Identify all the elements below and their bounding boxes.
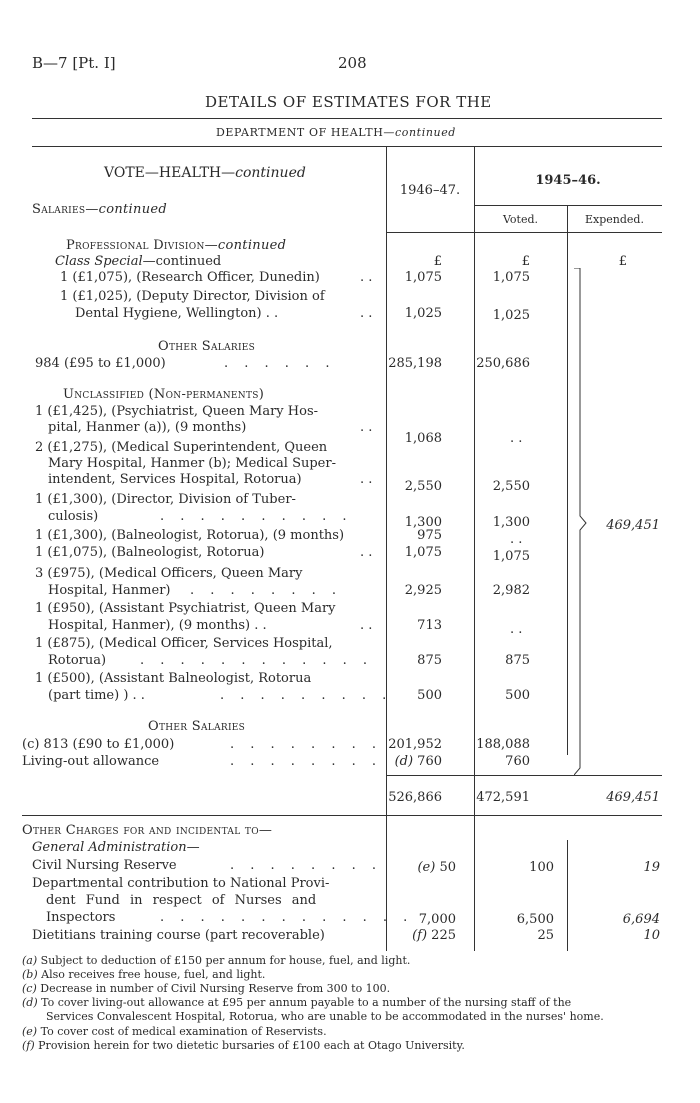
row-label: 1 (£875), (Medical Officer, Services Hospital,	[35, 636, 333, 651]
leader-dots: . .	[360, 545, 373, 560]
row-label: Living-out allowance	[22, 754, 160, 769]
vote-heading	[104, 165, 306, 181]
professional-division-heading	[66, 238, 286, 254]
row-label: 1 (£500), (Assistant Balneologist, Rotorua	[35, 671, 312, 686]
row-label: 1 (£950), (Assistant Psychiatrist, Queen Mary	[35, 601, 336, 616]
value-text: 760	[417, 754, 442, 769]
leader-dots: . .	[360, 270, 373, 285]
leader-dots: . . . . . . . .	[230, 858, 382, 873]
document-reference: B—7 [Pt. I]	[32, 54, 116, 72]
charge-label: Departmental contribution to National Provi-	[32, 876, 330, 891]
value-voted: 500	[505, 688, 530, 703]
row-label-cont: culosis)	[48, 509, 99, 524]
footnote-mark: (c)	[22, 982, 37, 995]
row-label-cont: Hospital, Hanmer)	[48, 583, 171, 598]
row-label: 1 (£1,075), (Balneologist, Rotorua)	[35, 545, 265, 560]
column-divider-3a	[567, 205, 568, 755]
footnote-ref-e: (e)	[417, 860, 436, 875]
rule-totals-top	[386, 775, 662, 776]
value-voted: . .	[510, 622, 523, 637]
footnote-e	[22, 1025, 327, 1039]
other-salaries-heading: Other Salaries	[148, 719, 246, 734]
value-1946	[386, 754, 442, 770]
footnote-ref-f: (f)	[412, 928, 428, 943]
row-label: (c) 813 (£90 to £1,000)	[22, 737, 175, 752]
value-voted: 1,075	[492, 270, 530, 285]
footnote-text: Also receives free house, fuel, and light.	[41, 968, 266, 981]
charge-label: Civil Nursing Reserve	[32, 858, 177, 873]
value-voted: 250,686	[476, 356, 530, 371]
footnote-a	[22, 954, 410, 968]
charge-voted: 6,500	[516, 912, 554, 927]
footnote-ref-d: (d)	[394, 754, 414, 769]
leader-dots: . .	[360, 420, 373, 435]
value-1946: 1,075	[404, 545, 442, 560]
footnote-b	[22, 968, 265, 982]
unclassified-heading: Unclassified (Non-permanents)	[63, 387, 265, 402]
rule-year-split	[474, 205, 662, 206]
footnote-mark: (d)	[22, 996, 38, 1009]
leader-dots: . . . . . . . . . .	[160, 509, 353, 524]
salaries-heading	[32, 202, 167, 218]
charge-expended: 6,694	[622, 912, 660, 927]
other-charges-heading: Other Charges for and incidental to—	[22, 823, 273, 838]
value-1946: 201,952	[388, 737, 442, 752]
total-expended: 469,451	[606, 790, 660, 805]
expended-bracket-total: 469,451	[606, 518, 660, 533]
rule-top	[32, 118, 662, 119]
class-special-label: Class Special	[55, 254, 143, 269]
row-label: 3 (£975), (Medical Officers, Queen Mary	[35, 566, 303, 581]
row-label-cont: Mary Hospital, Hanmer (b); Medical Super-	[48, 456, 336, 471]
leader-dots: . . . . . . . . . . . . .	[160, 910, 414, 925]
value-voted: 1,025	[492, 308, 530, 323]
currency-col-b: £	[521, 254, 530, 269]
charge-1946	[386, 860, 456, 876]
footnote-text: Provision herein for two dietetic bursaries of £100 each at Otago University.	[38, 1039, 465, 1052]
year-current-header: 1946–47.	[399, 183, 461, 198]
page-number: 208	[338, 54, 367, 72]
subtitle-main: DEPARTMENT OF HEALTH—	[216, 126, 396, 139]
row-label-cont: intendent, Services Hospital, Rotorua)	[48, 472, 302, 487]
leader-dots: . .	[360, 618, 373, 633]
total-1946: 526,866	[388, 790, 442, 805]
charge-voted: 25	[537, 928, 554, 943]
leader-dots: . .	[360, 472, 373, 487]
charge-expended: 10	[643, 928, 660, 943]
leader-dots: . . . . . . . .	[230, 754, 382, 769]
salaries-continued: continued	[98, 202, 167, 217]
value-1946: 975	[417, 528, 442, 543]
rule-col-heads	[386, 232, 662, 233]
rule-totals-bottom	[22, 815, 662, 816]
row-label-cont: Dental Hygiene, Wellington) . .	[75, 306, 279, 321]
page-title: DETAILS OF ESTIMATES FOR THE	[205, 93, 492, 111]
charge-expended: 19	[643, 860, 660, 875]
footnote-c	[22, 982, 390, 996]
value-voted: 760	[505, 754, 530, 769]
vote-continued: continued	[235, 165, 306, 181]
value-voted: 1,300	[492, 515, 530, 530]
charge-voted: 100	[529, 860, 554, 875]
leader-dots: . . . . . . . .	[230, 737, 382, 752]
row-label: 1 (£1,425), (Psychiatrist, Queen Mary Hos-	[35, 404, 319, 419]
row-label: 1 (£1,300), (Balneologist, Rotorua), (9 months)	[35, 528, 345, 543]
expended-header: Expended.	[585, 213, 644, 226]
leader-dots: . . . . . . . .	[190, 583, 342, 598]
footnote-mark: (e)	[22, 1025, 38, 1038]
charge-label-cont: Inspectors	[46, 910, 116, 925]
leader-dots: . . . . . .	[224, 356, 336, 371]
value-voted: 875	[505, 653, 530, 668]
professional-division-label: Professional Division—	[66, 238, 218, 253]
page-subtitle	[216, 126, 456, 140]
professional-division-continued: continued	[217, 238, 287, 253]
footnote-mark: (f)	[22, 1039, 35, 1052]
value-1946: 1,300	[404, 515, 442, 530]
value-voted: . .	[510, 431, 523, 446]
other-salaries-heading: Other Salaries	[158, 339, 256, 354]
row-label: 1 (£1,300), (Director, Division of Tuber-	[35, 492, 296, 507]
row-label: 2 (£1,275), (Medical Superintendent, Queen	[35, 440, 328, 455]
class-special-continued: —continued	[142, 254, 222, 269]
voted-header: Voted.	[502, 213, 539, 226]
value-1946: 1,025	[404, 306, 442, 321]
row-label-cont: Rotorua)	[48, 653, 107, 668]
row-label-cont: (part time) ) . .	[48, 688, 145, 703]
footnote-d	[22, 996, 571, 1010]
footnote-d-cont: Services Convalescent Hospital, Rotorua, who are unable to be accommodated in the nurses' home.	[46, 1010, 604, 1023]
vote-label: VOTE—HEALTH—	[104, 165, 236, 181]
row-label: 984 (£95 to £1,000)	[35, 356, 166, 371]
charge-label-cont: dent Fund in respect of Nurses and	[46, 893, 317, 908]
salaries-label: Salaries—	[32, 202, 99, 217]
class-special-heading	[55, 254, 221, 270]
charge-1946: 7,000	[418, 912, 456, 927]
value-1946: 875	[417, 653, 442, 668]
value-1946: 500	[417, 688, 442, 703]
value-text: 50	[439, 860, 456, 875]
footnote-text: Decrease in number of Civil Nursing Reserve from 300 to 100.	[40, 982, 391, 995]
charge-label: Dietitians training course (part recoverable)	[32, 928, 325, 943]
value-1946: 2,550	[404, 479, 442, 494]
currency-col-c: £	[618, 254, 627, 269]
footnote-text: To cover living-out allowance at £95 per annum payable to a number of the nursing staff of the	[41, 996, 572, 1009]
footnote-text: Subject to deduction of £150 per annum for house, fuel, and light.	[40, 954, 411, 967]
row-label: 1 (£1,025), (Deputy Director, Division of	[60, 289, 325, 304]
subtitle-continued: continued	[395, 126, 456, 139]
value-voted: 2,550	[492, 479, 530, 494]
footnote-f	[22, 1039, 465, 1053]
value-voted: 2,982	[492, 583, 530, 598]
value-1946: 713	[417, 618, 442, 633]
value-text: 225	[431, 928, 456, 943]
row-label-cont: Hospital, Hanmer), (9 months) . .	[48, 618, 267, 633]
charge-1946	[386, 928, 456, 944]
currency-col-a: £	[433, 254, 442, 269]
value-1946: 1,068	[404, 431, 442, 446]
rule-table-top	[32, 146, 662, 147]
value-voted: 1,075	[492, 549, 530, 564]
total-voted: 472,591	[476, 790, 530, 805]
leader-dots: . . . . . . . . . . . .	[140, 653, 374, 668]
leader-dots: . .	[360, 306, 373, 321]
value-1946: 285,198	[388, 356, 442, 371]
row-label-cont: pital, Hanmer (a)), (9 months)	[48, 420, 247, 435]
value-1946: 1,075	[404, 270, 442, 285]
leader-dots: . . . . . . . . .	[220, 688, 393, 703]
row-label: 1 (£1,075), (Research Officer, Dunedin)	[60, 270, 320, 285]
footnote-text: To cover cost of medical examination of Reservists.	[40, 1025, 327, 1038]
footnote-mark: (b)	[22, 968, 38, 981]
value-voted: . .	[510, 532, 523, 547]
footnote-mark: (a)	[22, 954, 38, 967]
general-administration-heading: General Administration—	[32, 840, 200, 855]
value-voted: 188,088	[476, 737, 530, 752]
value-1946: 2,925	[404, 583, 442, 598]
year-prev-header: 1945–46.	[535, 173, 601, 188]
